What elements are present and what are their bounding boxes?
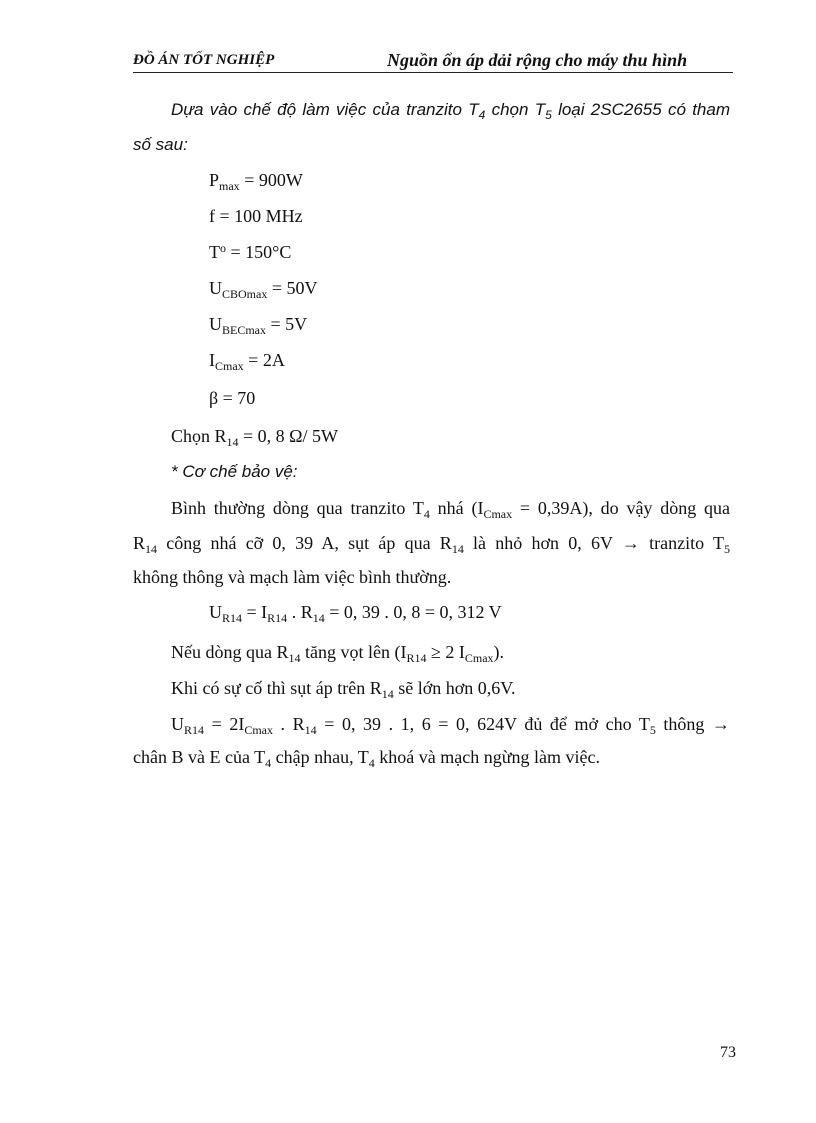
protection-title: * Cơ chế bảo vệ: bbox=[171, 462, 298, 481]
choose-r14: Chọn $R_{14} = 0$, 8 Ω/ 5W bbox=[171, 426, 339, 449]
line-if-current-rises: Nếu dòng qua $R_{14}$ tăng vọt lên ($I_{R14} \ge 2$ $I_{Cmax}$). bbox=[171, 642, 505, 665]
equation-ur14: $U_{R14} = I_{R14}$ . $R_{14} = 0$, 39 . 0, 8 = 0, 312 V bbox=[209, 602, 502, 625]
para1-line-1: Bình thường dòng qua tranzito $T_4$ nhá $(I_{Cmax} = 0,39A)$, do vậy dòng qua bbox=[171, 498, 731, 521]
intro-line-1: Dựa vào chế độ làm việc của tranzito $T_4$ chọn $T_5$ loại 2SC2655 có tham bbox=[171, 100, 730, 122]
param-ubec: $U_{BECmax} = 5V$ bbox=[209, 314, 308, 337]
para1-line-2: $R_{14}$ công nhá cỡ 0, 39 A, sụt áp qua $R_{14}$ là nhỏ hơn 0, 6V → tranzito $T_5$ bbox=[133, 533, 731, 556]
header-left-title: ĐỒ ÁN TỐT NGHIỆP bbox=[133, 52, 275, 68]
param-ic: $I_{Cmax} = 2A$ bbox=[209, 350, 285, 373]
para1-line-3: không thông và mạch làm việc bình thường. bbox=[133, 567, 452, 587]
equation-ur14-fault-line-2: chân B và E của $T_4$ chập nhau, $T_4$ khoá và mạch ngừng làm việc. bbox=[133, 747, 600, 770]
intro-line-2: số sau: bbox=[133, 135, 188, 154]
param-pmax: $P_{max} = 900W$ bbox=[209, 170, 303, 193]
line-fault: Khi có sự cố thì sụt áp trên $R_{14}$ sẽ lớn hơn 0,6V. bbox=[171, 678, 516, 701]
param-f: f = 100 MHz bbox=[209, 206, 303, 226]
page-number: 73 bbox=[720, 1044, 736, 1061]
param-ucbo: $U_{CBOmax} = 50V$ bbox=[209, 278, 318, 301]
header-right-title: Nguồn ổn áp dải rộng cho máy thu hình bbox=[387, 50, 688, 70]
equation-ur14-fault: $U_{R14} = 2I_{Cmax}$ . $R_{14} = 0$, 39 . 1, 6 = 0, 624V đủ để mở cho $T_5$ thông → bbox=[171, 714, 730, 737]
running-header bbox=[133, 50, 733, 73]
param-t: $T^o = 150^\circ C$ bbox=[209, 241, 292, 262]
param-beta: β = 70 bbox=[209, 388, 256, 408]
